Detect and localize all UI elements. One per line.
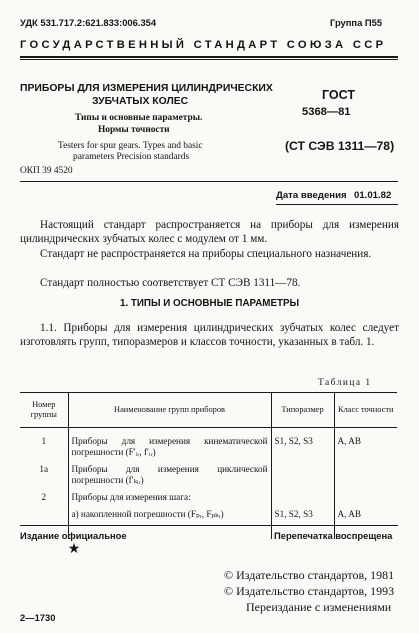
cell-name: Приборы для измерения шага: [68,488,271,505]
table-row [20,460,397,488]
gost-number: 5368—81 [302,106,351,118]
paragraph-compliance: Стандарт полностью соответствует СТ СЭВ 1311—78. [40,277,301,289]
footer-divider [20,525,398,526]
st-sev-reference: (СТ СЭВ 1311—78) [285,139,395,153]
table-row [20,488,397,505]
group-code: Группа П55 [330,17,383,28]
table-header-row [20,393,397,428]
cell-class [334,488,397,505]
udk-code: УДК 531.717.2:621.833:006.354 [20,17,157,28]
intro-date-value: 01.01.82 [354,190,392,201]
cell-size: S1, S2, S3 [271,505,334,539]
paragraph-exclusion: Стандарт не распространяется на приборы специального назначения. [40,248,372,260]
cell-size [271,488,334,505]
cell-number: 1 [41,436,47,446]
english-title-line-1: Testers for spur gears. Types and basic [58,141,203,151]
table-caption: Таблица 1 [318,378,372,388]
page-code: 2—1730 [20,612,56,623]
title-divider [20,181,398,182]
paragraph-1-1: 1.1. Приборы для измерения цилиндрических зубчатых колес следует изготовлять групп, типоразмеров и классов точности, указанных в табл. 1. [20,322,399,348]
cell-size: S1, S2, S3 [271,428,334,461]
section-title: 1. ТИПЫ И ОСНОВНЫЕ ПАРАМЕТРЫ [120,298,300,309]
header-divider [20,56,398,58]
gost-label: ГОСТ [322,88,355,102]
cell-size [271,460,334,488]
cell-class [334,460,397,488]
intro-date-underline [276,204,398,205]
cell-name: Приборы для измерения циклической погрешности (f′ₖᵢᵣ) [68,460,271,488]
col-header-group-number: Номер группы [20,393,68,428]
subtitle-line-2: Нормы точности [98,125,170,135]
intro-date-label: Дата введения [276,190,347,201]
star-icon: ★ [67,542,81,557]
cell-number: 1а [39,464,49,474]
okp-code: ОКП 39 4520 [20,166,73,176]
subtitle-line-1: Типы и основные параметры. [75,113,203,123]
cell-class: A, AB [334,505,397,539]
col-header-size: Типоразмер [271,393,334,428]
paragraph-scope: Настоящий стандарт распространяется на приборы для измерения цилиндрических зубчатых колес с модулем от 1 мм. [20,219,399,245]
cell-class: A, AB [334,428,397,461]
col-header-group-name: Наименование групп приборов [68,393,271,428]
standard-banner: ГОСУДАРСТВЕННЫЙ СТАНДАРТ СОЮЗА ССР [20,39,387,51]
cell-name: а) накопленной погрешности (Fₚᵣ, Fₚₖᵣ) [68,505,271,539]
header-divider-thin [20,59,398,60]
title-line-1: ПРИБОРЫ ДЛЯ ИЗМЕРЕНИЯ ЦИЛИНДРИЧЕСКИХ [20,83,273,94]
table-row [20,428,397,461]
col-header-accuracy-class: Класс точности [334,393,397,428]
copyright-1981: © Издательство стандартов, 1981 [224,568,395,582]
english-title-line-2: parameters Precision standards [73,152,190,162]
title-line-2: ЗУБЧАТЫХ КОЛЕС [92,96,189,107]
reissue-note: Переиздание с изменениями [246,600,392,614]
instruments-table [20,392,397,539]
cell-number: 2 [41,492,47,502]
official-edition: Издание официальное [20,530,127,541]
reprint-notice: Перепечатка воспрещена [274,530,393,541]
copyright-1993: © Издательство стандартов, 1993 [224,584,395,598]
cell-name: Приборы для измерения кинематической погрешности (F′ᵢᵣ, f′ᵢᵣ) [68,428,271,461]
